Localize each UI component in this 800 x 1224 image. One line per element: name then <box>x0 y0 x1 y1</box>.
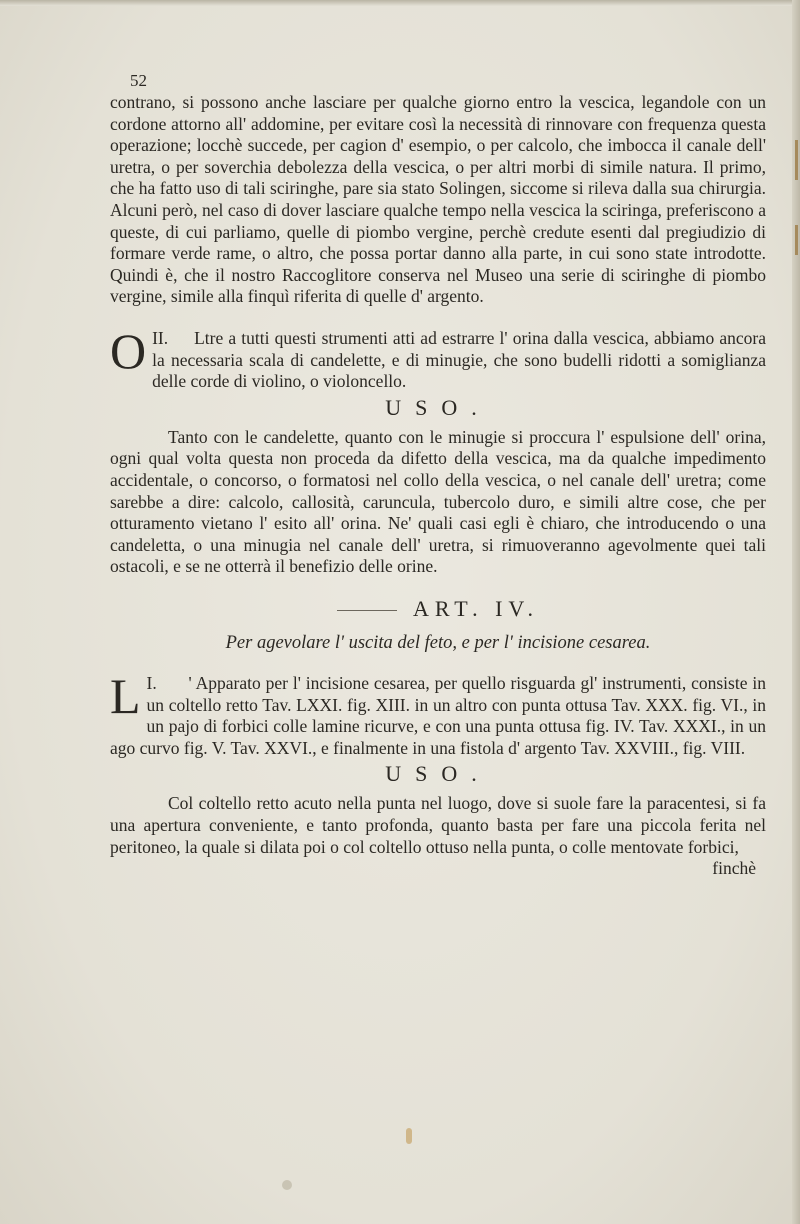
paragraph-3: Tanto con le candelette, quanto con le minugie si proccura l' espulsione dell' orina, ogni qual volta questa non proceda da difetto della vescica, ma da qualche impedimento accidentale, o concorso, o formatosi nel collo della vescica, o nel canale dell' uretra; come sarebbe a dire: calcolo, callosità, caruncula, tubercolo duro, e simili altre cose, che per otturamento vietano l' esito all' orina. Ne' quali casi egli è chiaro, che introducendo o una candeletta, o una minugia nel canale dell' uretra, si rimuoveranno agevolmente quei tali ostacoli, e se ne otterrà il benefizio delle orine. <box>110 426 766 577</box>
paragraph-2 <box>110 322 766 393</box>
paragraph-4-text: ' Apparato per l' incisione cesarea, per quello risguarda gl' instrumenti, consiste in un coltello retto Tav. LXXI. fig. XIII. in un altro con punta ottusa Tav. XXX. fig. VI., in un pajo di forbici colle lamine ricurve, e con una punta ottusa fig. IV. Tav. XXXI., in un ago curvo fig. V. Tav. XXVI., e finalmente in una fistola d' argento Tav. XXVIII., fig. VIII. <box>110 673 766 758</box>
paragraph-2-text: Ltre a tutti questi strumenti atti ad estrarre l' orina dalla vescica, abbiamo ancora la necessaria scala di candelette, e di minugie, che sono budelli ridotti a somiglianza delle corde di violino, o violoncello. <box>152 327 766 392</box>
paper-smudge <box>282 1180 292 1190</box>
drop-cap: O <box>110 322 147 379</box>
page-number: 52 <box>130 71 147 90</box>
paragraph-1: contrano, si possono anche lasciare per qualche giorno entro la vescica, legandole con un cordone attorno all' addomine, per evitare così la necessità di rinnovare con frequenza questa operazione; locchè succede, per cagion d' esempio, o per calcolo, che imbocca il canale dell' uretra, o per soverchia debolezza della vescica, o per altri morbi di simile natura. Il primo, che ha fatto uso di tali sciringhe, pare sia stato Solingen, siccome si rileva dalla sua chirurgia. Alcuni però, nel caso di dover lasciare qualche tempo nella vescica la sciringa, preferiscono a queste, di cui parliamo, quelle di piombo vergine, perchè credute esenti dal pregiudizio di formare verde rame, o altro, che possa portar danno alla parte, in cui sono state introdotte. Quindi è, che il nostro Raccoglitore conserva nel Museo una serie di sciringhe di piombo vergine, simile alla finquì riferita di quelle d' argento. <box>110 92 766 307</box>
edge-mark <box>795 225 798 255</box>
paragraph-4 <box>110 668 766 759</box>
paragraph-5: Col coltello retto acuto nella punta nel luogo, dove si suole fare la paracentesi, si fa una apertura conveniente, e tanto profonda, quanto basta per fare una piccola ferita nel peritoneo, la quale si dilata poi o col coltello ottuso nella punta, o colle mentovate forbici, <box>110 793 766 857</box>
heading-rule <box>337 610 397 611</box>
article-heading <box>110 595 766 621</box>
page-right-edge <box>792 0 800 1224</box>
article-title: ART. IV. <box>413 595 539 621</box>
page-content <box>110 70 766 880</box>
edge-mark <box>795 140 798 180</box>
uso-heading: USO. <box>385 394 491 420</box>
uso-heading: USO. <box>385 761 491 787</box>
drop-cap: L <box>110 668 141 725</box>
section-number: I. <box>146 673 157 694</box>
section-number: II. <box>152 327 169 348</box>
paper-stain <box>406 1128 412 1144</box>
page-top-edge <box>0 0 800 6</box>
article-subtitle: Per agevolare l' uscita del feto, e per l' incisione cesarea. <box>225 633 651 654</box>
catchword: finchè <box>712 858 756 879</box>
